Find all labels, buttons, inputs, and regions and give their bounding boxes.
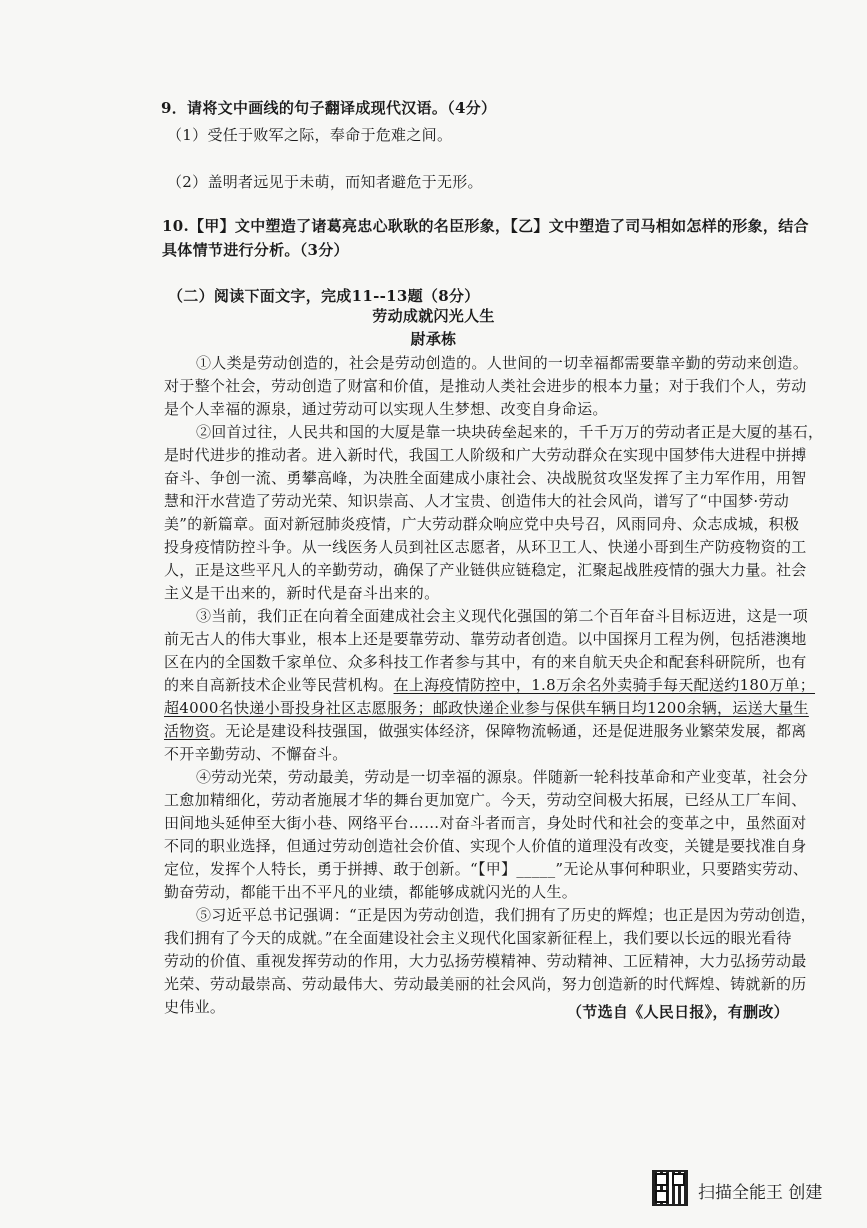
paragraph-3-line bbox=[164, 675, 824, 695]
paragraph-2-line: 人，正是这些平凡人的辛勤劳动，确保了产业链供应链稳定，汇聚起战胜疫情的强大力量。社会 bbox=[164, 561, 807, 579]
paragraph-3-line: 前无古人的伟大事业，根本上还是要靠劳动、靠劳动者创造。以中国探月工程为例，包括港澳地 bbox=[164, 630, 807, 648]
question-10-line-2: 具体情节进行分析。（3分） bbox=[162, 241, 349, 259]
question-9-item-2: （2）盖明者远见于未萌，而知者避危于无形。 bbox=[167, 173, 483, 191]
paragraph-3-line: ③当前，我们正在向着全面建成社会主义现代化强国的第二个百年奋斗目标迈进，这是一项 bbox=[196, 607, 809, 625]
paragraph-3-text: 。无论是建设科技强国，做强实体经济，保障物流畅通，还是促进服务业繁荣发展，都离 bbox=[209, 722, 807, 740]
paragraph-4-line: 不同的职业选择，但通过劳动创造社会价值、实现个人价值的道理没有改变，关键是要找准自身 bbox=[164, 837, 807, 855]
paragraph-5-line: 光荣、劳动最崇高、劳动最伟大、劳动最美丽的社会风尚，努力创造新的时代辉煌、铸就新的历 bbox=[164, 975, 807, 993]
paragraph-2-line: 奋斗、争创一流、勇攀高峰，为决胜全面建成小康社会、决战脱贫攻坚发挥了主力军作用，用智 bbox=[164, 469, 807, 487]
qr-code-icon bbox=[652, 1170, 688, 1206]
paragraph-4-line: 工愈加精细化，劳动者施展才华的舞台更加宽广。今天，劳动空间极大拓展，已经从工厂车间、 bbox=[164, 791, 807, 809]
paragraph-1-line: ①人类是劳动创造的，社会是劳动创造的。人世间的一切幸福都需要靠辛勤的劳动来创造。 bbox=[196, 354, 809, 372]
article-source: （节选自《人民日报》，有删改） bbox=[566, 1003, 789, 1021]
section-heading: （二）阅读下面文字，完成11--13题（8分） bbox=[168, 287, 480, 305]
paragraph-2-line: ②回首过往，人民共和国的大厦是靠一块块砖垒起来的，千千万万的劳动者正是大厦的基石， bbox=[196, 423, 824, 441]
paragraph-2-line: 美”的新篇章。面对新冠肺炎疫情，广大劳动群众响应党中央号召，风雨同舟、众志成城，积极 bbox=[164, 515, 800, 533]
paragraph-2-line: 慧和汗水营造了劳动光荣、知识崇高、人才宝贵、创造伟大的社会风尚，谱写了“中国梦·劳动 bbox=[164, 492, 790, 510]
underlined-sentence: 在上海疫情防控中，1.8万余名外卖骑手每天配送约180万单； bbox=[393, 676, 816, 694]
paragraph-4-line: ④劳动光荣，劳动最美，劳动是一切幸福的源泉。伴随新一轮科技革命和产业变革，社会分 bbox=[196, 768, 809, 786]
paragraph-2-line: 投身疫情防控斗争。从一线医务人员到社区志愿者，从环卫工人、快递小哥到生产防疫物资的工 bbox=[164, 538, 807, 556]
paragraph-3-line: 区在内的全国数千家单位、众多科技工作者参与其中，有的来自航天央企和配套科研院所，也有 bbox=[164, 653, 807, 671]
underlined-sentence: 超4000名快递小哥投身社区志愿服务；邮政快递企业参与保供车辆日均1200余辆，运送大量生 bbox=[164, 699, 809, 717]
paragraph-4-line: 勤奋劳动，都能干出不平凡的业绩，都能够成就闪光的人生。 bbox=[164, 883, 578, 901]
paragraph-5-line: 劳动的价值、重视发挥劳动的作用，大力弘扬劳模精神、劳动精神、工匠精神，大力弘扬劳动最 bbox=[164, 952, 807, 970]
paragraph-5-line: 史伟业。 bbox=[164, 998, 226, 1016]
paragraph-2-line: 是时代进步的推动者。进入新时代，我国工人阶级和广大劳动群众在实现中国梦伟大进程中拼搏 bbox=[164, 446, 807, 464]
question-9: 9．请将文中画线的句子翻译成现代汉语。（4分） bbox=[161, 99, 497, 117]
paragraph-3-line: 不开辛勤劳动、不懈奋斗。 bbox=[164, 745, 348, 763]
article-title: 劳动成就闪光人生 bbox=[372, 307, 495, 325]
article-author: 尉承栋 bbox=[410, 330, 457, 348]
paragraph-2-line: 主义是干出来的，新时代是奋斗出来的。 bbox=[164, 584, 440, 602]
paragraph-4-line: 定位，发挥个人特长，勇于拼搏、敢于创新。“【甲】_____”无论从事何种职业，只要踏实劳动、 bbox=[164, 860, 809, 878]
underlined-sentence: 活物资 bbox=[164, 722, 210, 740]
paragraph-3-text: 的来自高新技术企业等民营机构。 bbox=[164, 676, 394, 694]
paragraph-5-line: 我们拥有了今天的成就。”在全面建设社会主义现代化国家新征程上，我们要以长远的眼光看待 bbox=[164, 929, 792, 947]
question-10-line-1: 10.【甲】文中塑造了诸葛亮忠心耿耿的名臣形象，【乙】文中塑造了司马相如怎样的形象，结合 bbox=[162, 217, 809, 235]
paragraph-5-line: ⑤习近平总书记强调：“正是因为劳动创造，我们拥有了历史的辉煌；也正是因为劳动创造， bbox=[196, 906, 816, 924]
question-9-item-1: （1）受任于败军之际，奉命于危难之间。 bbox=[167, 126, 453, 144]
paragraph-1-line: 对于整个社会，劳动创造了财富和价值，是推动人类社会进步的根本力量；对于我们个人，劳动 bbox=[164, 377, 807, 395]
scanner-watermark: 扫描全能王 创建 bbox=[698, 1183, 823, 1203]
paragraph-1-line: 是个人幸福的源泉，通过劳动可以实现人生梦想、改变自身命运。 bbox=[164, 400, 608, 418]
paragraph-3-line bbox=[164, 721, 824, 741]
paragraph-4-line: 田间地头延伸至大街小巷、网络平台……对奋斗者而言，身处时代和社会的变革之中，虽然面对 bbox=[164, 814, 807, 832]
